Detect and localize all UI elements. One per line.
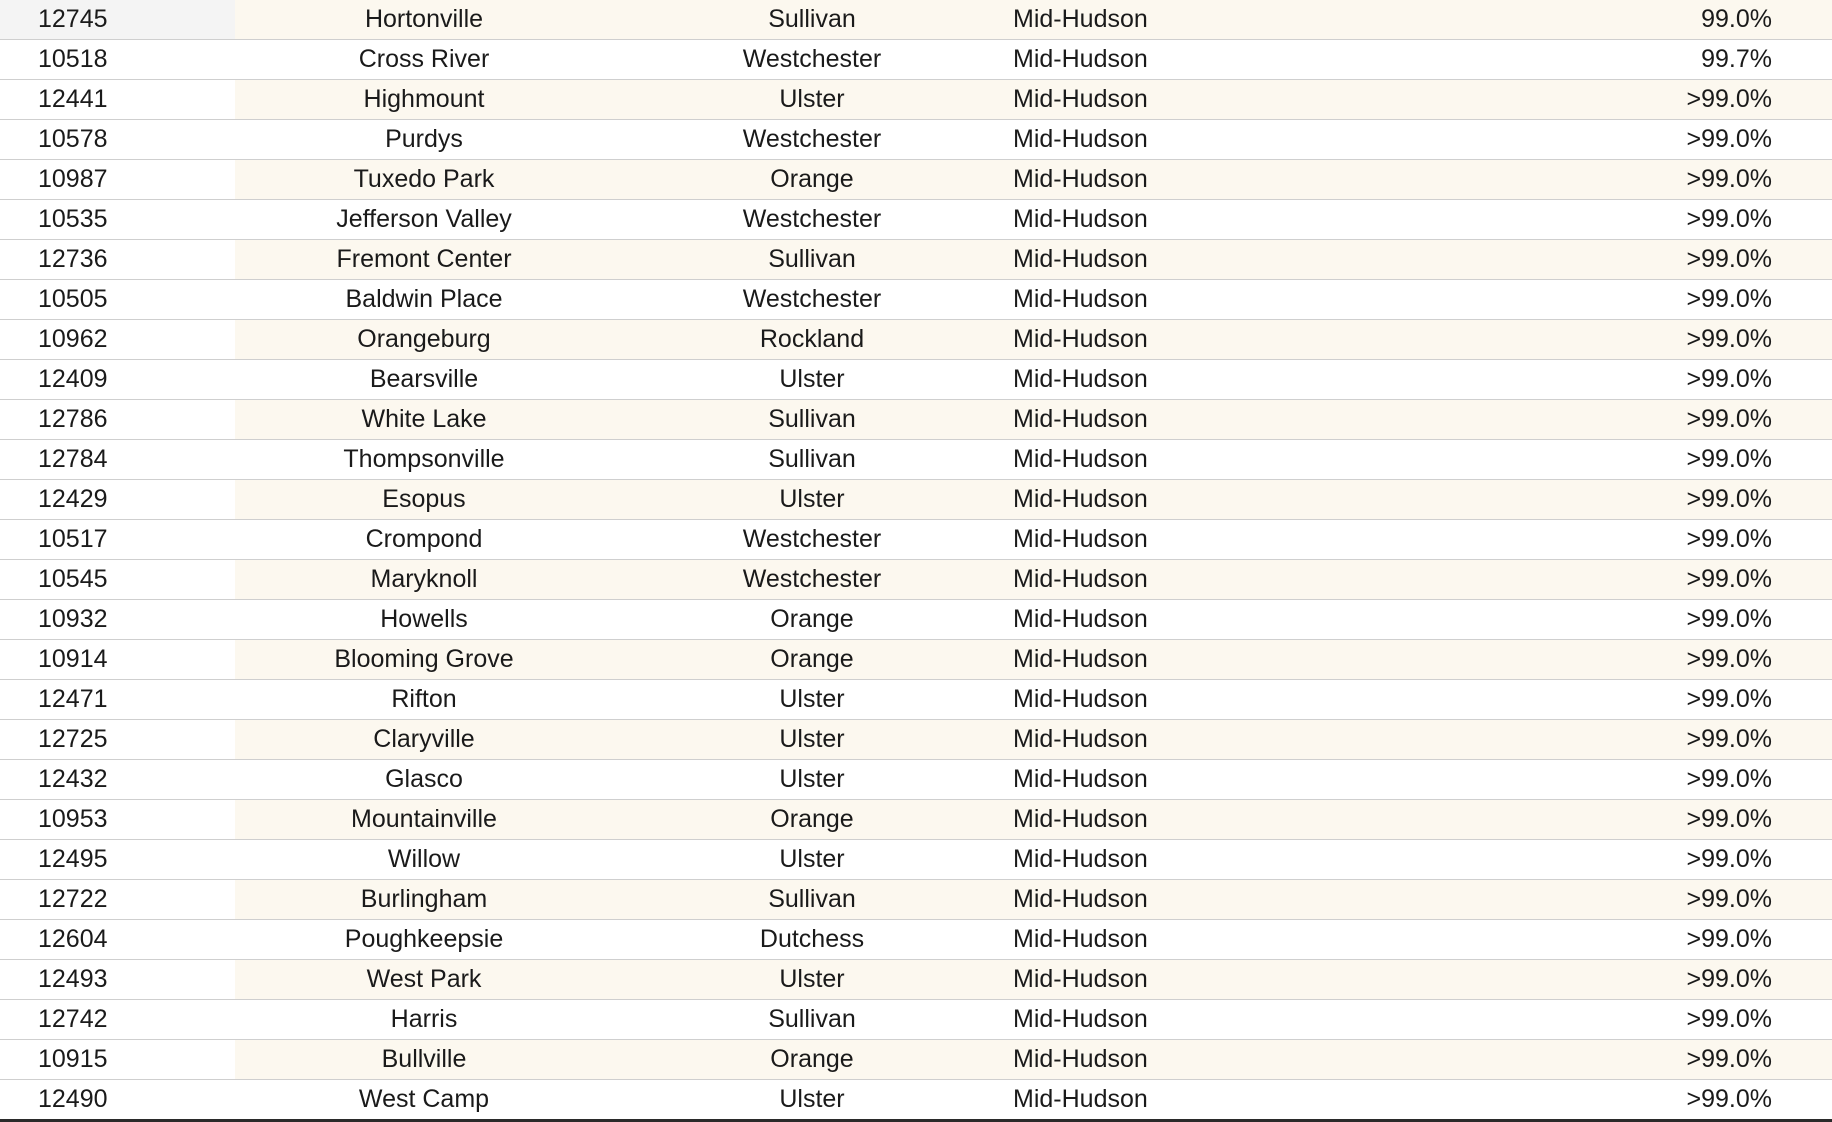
table-row[interactable] [0,40,1832,80]
county-cell: Orange [770,165,854,193]
row-details [235,40,1832,79]
county-cell: Sullivan [768,5,856,33]
zip-cell: 12471 [38,685,108,713]
zip-cell: 10915 [38,1045,108,1073]
county-cell: Ulster [779,845,845,873]
percentage-cell: >99.0% [1686,765,1772,793]
region-cell: Mid-Hudson [1013,605,1148,633]
row-details [235,600,1832,639]
city-cell: Mountainville [351,805,497,833]
city-cell: Thompsonville [343,445,505,473]
county-cell: Sullivan [768,245,856,273]
row-details [235,1040,1832,1079]
row-details [235,640,1832,679]
city-cell: Esopus [382,485,466,513]
percentage-cell: >99.0% [1686,845,1772,873]
table-row[interactable] [0,1040,1832,1080]
city-cell: Highmount [363,85,485,113]
city-cell: Purdys [385,125,463,153]
table-row[interactable] [0,520,1832,560]
region-cell: Mid-Hudson [1013,1045,1148,1073]
row-details [235,360,1832,399]
row-details [235,280,1832,319]
table-row[interactable] [0,920,1832,960]
table-row[interactable] [0,240,1832,280]
row-details [235,560,1832,599]
percentage-cell: >99.0% [1686,165,1772,193]
zip-cell: 12441 [38,85,108,113]
row-details [235,680,1832,719]
county-cell: Sullivan [768,885,856,913]
city-cell: Fremont Center [336,245,512,273]
table-row[interactable] [0,880,1832,920]
region-cell: Mid-Hudson [1013,805,1148,833]
row-details [235,480,1832,519]
zip-cell: 12495 [38,845,108,873]
region-cell: Mid-Hudson [1013,365,1148,393]
region-cell: Mid-Hudson [1013,1085,1148,1113]
city-cell: Harris [390,1005,458,1033]
row-details [235,160,1832,199]
county-cell: Ulster [779,85,845,113]
zip-cell: 10578 [38,125,108,153]
zip-cell: 12490 [38,1085,108,1113]
region-cell: Mid-Hudson [1013,525,1148,553]
city-cell: Maryknoll [370,565,478,593]
county-cell: Ulster [779,485,845,513]
row-details [235,840,1832,879]
region-cell: Mid-Hudson [1013,725,1148,753]
table-row[interactable] [0,1000,1832,1040]
zip-cell: 10517 [38,525,108,553]
region-cell: Mid-Hudson [1013,925,1148,953]
city-cell: Burlingham [360,885,488,913]
county-cell: Ulster [779,685,845,713]
percentage-cell: >99.0% [1686,365,1772,393]
city-cell: Willow [387,845,461,873]
region-cell: Mid-Hudson [1013,325,1148,353]
table-row[interactable] [0,280,1832,320]
zip-cell: 12604 [38,925,108,953]
row-details [235,0,1832,39]
table-row[interactable] [0,840,1832,880]
percentage-cell: >99.0% [1686,965,1772,993]
city-cell: Blooming Grove [334,645,514,673]
zip-cell: 12745 [0,0,235,39]
region-cell: Mid-Hudson [1013,1005,1148,1033]
county-cell: Ulster [779,965,845,993]
zip-cell: 10987 [38,165,108,193]
percentage-cell: >99.0% [1686,125,1772,153]
county-cell: Orange [770,1045,854,1073]
city-cell: Rifton [391,685,457,713]
zip-cell: 10914 [38,645,108,673]
percentage-cell: >99.0% [1686,645,1772,673]
percentage-cell: >99.0% [1686,325,1772,353]
city-cell: Tuxedo Park [353,165,495,193]
city-cell: Bullville [381,1045,467,1073]
zip-cell: 10505 [38,285,108,313]
table-row[interactable] [0,600,1832,640]
city-cell: Poughkeepsie [344,925,504,953]
percentage-cell: >99.0% [1686,285,1772,313]
city-cell: Howells [380,605,468,633]
zip-cell: 12432 [38,765,108,793]
region-cell: Mid-Hudson [1013,125,1148,153]
percentage-cell: >99.0% [1686,525,1772,553]
region-cell: Mid-Hudson [1013,765,1148,793]
county-cell: Sullivan [768,1005,856,1033]
region-cell: Mid-Hudson [1013,5,1148,33]
table-row[interactable] [0,960,1832,1000]
row-details [235,800,1832,839]
zip-cell: 10545 [38,565,108,593]
percentage-cell: >99.0% [1686,925,1772,953]
percentage-cell: >99.0% [1686,445,1772,473]
row-details [235,320,1832,359]
region-cell: Mid-Hudson [1013,45,1148,73]
zip-cell: 12493 [38,965,108,993]
row-details [235,120,1832,159]
county-cell: Orange [770,605,854,633]
county-cell: Rockland [759,325,865,353]
zip-cell: 12742 [38,1005,108,1033]
table-row[interactable] [0,720,1832,760]
county-cell: Ulster [779,1085,845,1113]
county-cell: Westchester [742,565,882,593]
city-cell: Cross River [358,45,490,73]
city-cell: White Lake [361,405,487,433]
percentage-cell: 99.7% [1701,45,1772,73]
row-details [235,920,1832,959]
table-row[interactable] [0,0,1832,40]
region-cell: Mid-Hudson [1013,845,1148,873]
city-cell: Orangeburg [357,325,491,353]
row-details [235,200,1832,239]
county-cell: Ulster [779,765,845,793]
region-cell: Mid-Hudson [1013,645,1148,673]
zip-cell: 10953 [38,805,108,833]
percentage-cell: 99.0% [1701,5,1772,33]
city-cell: Hortonville [364,5,484,33]
region-cell: Mid-Hudson [1013,685,1148,713]
county-cell: Dutchess [759,925,865,953]
zip-cell: 12736 [38,245,108,273]
county-cell: Orange [770,645,854,673]
row-details [235,400,1832,439]
percentage-cell: >99.0% [1686,205,1772,233]
row-details [235,520,1832,559]
percentage-cell: >99.0% [1686,725,1772,753]
zip-cell: 10518 [38,45,108,73]
county-cell: Ulster [779,365,845,393]
percentage-cell: >99.0% [1686,685,1772,713]
county-cell: Westchester [742,125,882,153]
percentage-cell: >99.0% [1686,405,1772,433]
city-cell: Baldwin Place [345,285,503,313]
percentage-cell: >99.0% [1686,85,1772,113]
city-cell: Crompond [365,525,483,553]
city-cell: Glasco [385,765,463,793]
table-row[interactable] [0,160,1832,200]
city-cell: West Camp [358,1085,490,1113]
percentage-cell: >99.0% [1686,605,1772,633]
row-details [235,240,1832,279]
city-cell: Bearsville [369,365,479,393]
percentage-cell: >99.0% [1686,1005,1772,1033]
county-cell: Ulster [779,725,845,753]
row-details [235,720,1832,759]
table-row[interactable] [0,320,1832,360]
county-cell: Westchester [742,45,882,73]
county-cell: Westchester [742,285,882,313]
table-row[interactable] [0,1080,1832,1122]
region-cell: Mid-Hudson [1013,165,1148,193]
county-cell: Westchester [742,205,882,233]
percentage-cell: >99.0% [1686,485,1772,513]
zip-cell: 12725 [38,725,108,753]
county-cell: Sullivan [768,445,856,473]
region-cell: Mid-Hudson [1013,885,1148,913]
percentage-cell: >99.0% [1686,885,1772,913]
percentage-cell: >99.0% [1686,805,1772,833]
row-details [235,1080,1832,1119]
city-cell: West Park [366,965,482,993]
table-row[interactable] [0,480,1832,520]
region-cell: Mid-Hudson [1013,205,1148,233]
zip-cell: 12429 [38,485,108,513]
region-cell: Mid-Hudson [1013,85,1148,113]
percentage-cell: >99.0% [1686,245,1772,273]
zip-cell: 10962 [38,325,108,353]
region-cell: Mid-Hudson [1013,405,1148,433]
row-details [235,960,1832,999]
table-row[interactable] [0,680,1832,720]
table-row[interactable] [0,80,1832,120]
region-cell: Mid-Hudson [1013,285,1148,313]
zip-cell: 12722 [38,885,108,913]
row-details [235,1000,1832,1039]
row-details [235,80,1832,119]
city-cell: Jefferson Valley [336,205,512,233]
table-row[interactable] [0,760,1832,800]
row-details [235,760,1832,799]
row-details [235,880,1832,919]
region-cell: Mid-Hudson [1013,565,1148,593]
region-cell: Mid-Hudson [1013,445,1148,473]
zip-cell: 12784 [38,445,108,473]
table-row[interactable] [0,400,1832,440]
table-row[interactable] [0,360,1832,400]
percentage-cell: >99.0% [1686,1045,1772,1073]
region-cell: Mid-Hudson [1013,245,1148,273]
county-cell: Orange [770,805,854,833]
table-row[interactable] [0,560,1832,600]
table-row[interactable] [0,440,1832,480]
table-row[interactable] [0,800,1832,840]
zip-cell: 12409 [38,365,108,393]
county-cell: Westchester [742,525,882,553]
row-details [235,440,1832,479]
table-row[interactable] [0,200,1832,240]
zip-cell: 10932 [38,605,108,633]
region-cell: Mid-Hudson [1013,485,1148,513]
table-row[interactable] [0,640,1832,680]
region-cell: Mid-Hudson [1013,965,1148,993]
table-row[interactable] [0,120,1832,160]
city-cell: Claryville [373,725,475,753]
zip-cell: 10535 [38,205,108,233]
percentage-cell: >99.0% [1686,565,1772,593]
county-cell: Sullivan [768,405,856,433]
percentage-cell: >99.0% [1686,1085,1772,1113]
zip-cell: 12786 [38,405,108,433]
